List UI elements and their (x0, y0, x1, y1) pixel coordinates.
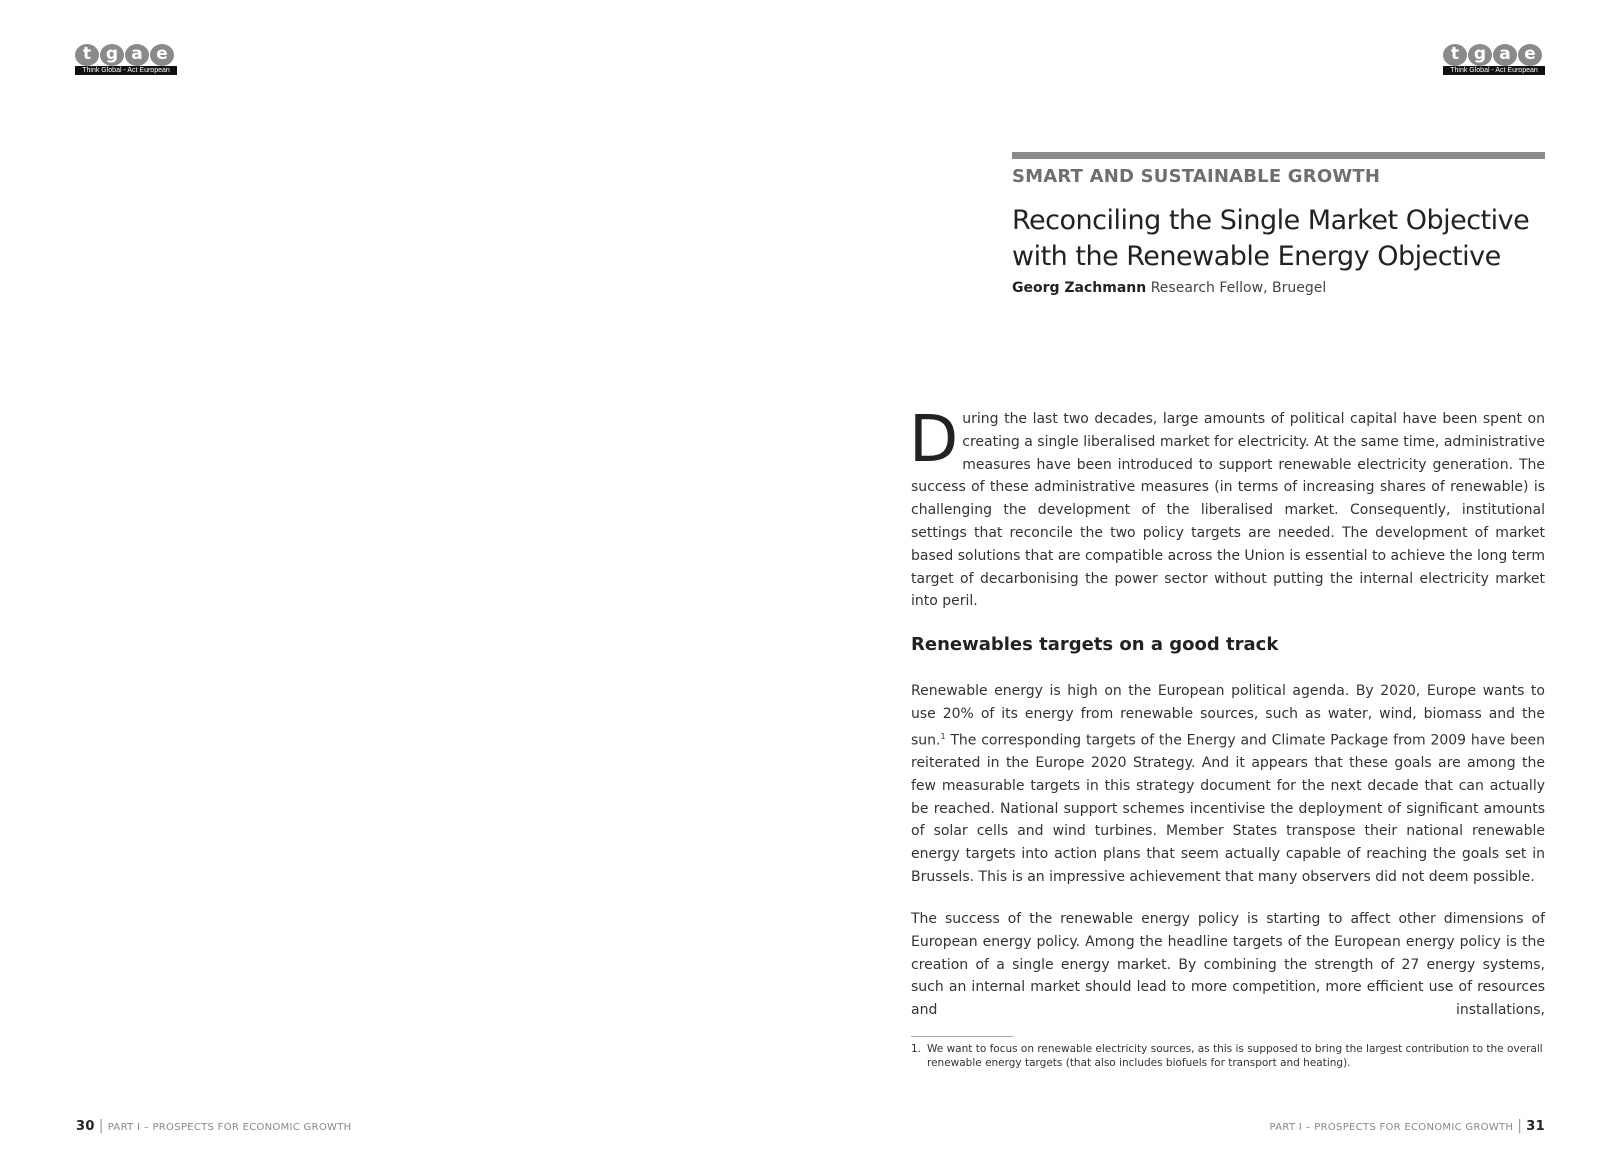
logo-letter: t (1443, 44, 1467, 66)
drop-cap: D (909, 403, 959, 477)
footnote-text: We want to focus on renewable electricity sources, as this is supposed to bring the largest contribution to the overall renewable energy targets (that also includes biofuels for transport and heating). (927, 1043, 1543, 1069)
tgae-logo-right (1443, 44, 1545, 76)
separator: | (98, 1118, 104, 1134)
body-paragraph-2 (911, 908, 1545, 1022)
logo-letter: e (150, 44, 174, 66)
footnote (911, 1042, 1545, 1070)
paragraph-text: The corresponding targets of the Energy and Climate Package from 2009 have been reiterated in the Europe 2020 Strategy. And it appears that these goals are among the few measurable targets in this strategy document for the next decade that can actually be reached. National support schemes incentivise the deployment of significant amounts of solar cells and wind turbines. Member States transpose their national renewable energy targets into action plans that seem actually capable of reaching the goals set in Brussels. This is an impressive achievement that many observers did not deem possible. (911, 732, 1545, 886)
section-rule (1012, 152, 1545, 159)
footer-right (1270, 1118, 1545, 1134)
running-title: PART I – PROSPECTS FOR ECONOMIC GROWTH (107, 1122, 352, 1133)
logo-letter: t (75, 44, 99, 66)
author-name: Georg Zachmann (1012, 280, 1147, 296)
page-number-left: 30 (76, 1119, 95, 1134)
intro-text: uring the last two decades, large amounts of political capital have been spent on creating a single liberalised market for electricity. At the same time, administrative measures have been introduced to support renewable electricity generation. The success of these administrative measures (in terms of increasing shares of renewable) is challenging the development of the liberalised market. Consequently, institutional settings that reconcile the two policy targets are needed. The development of market based solutions that are compatible across the Union is essential to achieve the long term target of decarbonising the power sector without putting the internal electricity market into peril. (911, 411, 1545, 610)
footnote-divider (911, 1036, 1013, 1037)
article-title: Reconciling the Single Market Objective with the Renewable Energy Objective (1012, 205, 1530, 272)
footer-left (76, 1118, 351, 1134)
subheading: Renewables targets on a good track (911, 634, 1279, 655)
page-number-right: 31 (1526, 1119, 1545, 1134)
section-label: SMART AND SUSTAINABLE GROWTH (1012, 166, 1381, 187)
author-role: Research Fellow, Bruegel (1150, 280, 1327, 296)
logo-letter: a (1493, 44, 1517, 66)
footnote-ref[interactable]: 1 (940, 731, 946, 741)
paragraph-text: The success of the renewable energy policy is starting to affect other dimensions of European energy policy. Among the headline targets of the European energy policy is the creation of a single energy market. By combining the strength of 27 energy systems, such an internal market should lead to more competition, more efficient use of resources and installations, (911, 911, 1545, 1019)
body-paragraph-1 (911, 680, 1545, 889)
logo-letter: e (1518, 44, 1542, 66)
footnote-number: 1. (911, 1043, 922, 1055)
tgae-logo-left (75, 44, 177, 76)
author-line (1012, 280, 1326, 296)
separator: | (1517, 1118, 1523, 1134)
intro-paragraph (909, 403, 1545, 613)
paragraph-text: Renewable energy is high on the European political agenda. By 2020, Europe wants to use 20% of its energy from renewable sources, such as water, wind, biomass and the sun. (911, 683, 1545, 749)
logo-letter: g (100, 44, 124, 66)
logo-tagline: Think Global - Act European (75, 66, 177, 75)
logo-tagline: Think Global - Act European (1443, 66, 1545, 75)
running-title: PART I – PROSPECTS FOR ECONOMIC GROWTH (1269, 1122, 1514, 1133)
logo-letter: a (125, 44, 149, 66)
logo-letter: g (1468, 44, 1492, 66)
